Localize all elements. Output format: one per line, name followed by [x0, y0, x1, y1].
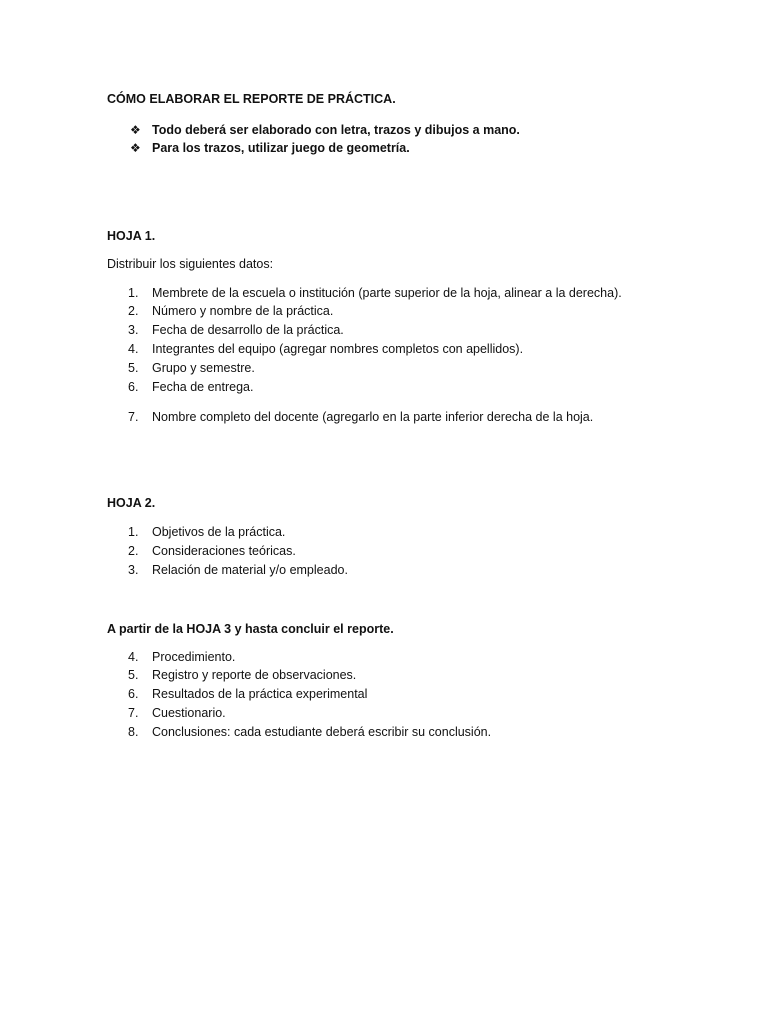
hoja2-heading: HOJA 2.: [107, 496, 156, 510]
list-item-text: Conclusiones: cada estudiante deberá escribir su conclusión.: [152, 725, 492, 739]
list-item-number: 2.: [128, 304, 139, 318]
list-item-number: 8.: [128, 725, 139, 739]
list-item-number: 1.: [128, 525, 139, 539]
intro-bullet: [130, 123, 520, 137]
list-item: [128, 410, 593, 424]
list-item-text: Cuestionario.: [152, 706, 226, 720]
list-item: [128, 706, 226, 720]
list-item-text: Fecha de desarrollo de la práctica.: [152, 323, 344, 337]
list-item: [128, 323, 344, 337]
list-item-text: Resultados de la práctica experimental: [152, 687, 368, 701]
list-item-text: Relación de material y/o empleado.: [152, 563, 348, 577]
list-item-text: Fecha de entrega.: [152, 380, 254, 394]
list-item-text: Número y nombre de la práctica.: [152, 304, 334, 318]
list-item: [128, 304, 333, 318]
list-item: [128, 544, 296, 558]
list-item: [128, 342, 523, 356]
list-item-number: 3.: [128, 563, 139, 577]
hoja1-intro: Distribuir los siguientes datos:: [107, 257, 274, 271]
list-item-text: Procedimiento.: [152, 650, 236, 664]
list-item-number: 5.: [128, 668, 139, 682]
diamond-bullet-icon: ❖: [130, 141, 141, 155]
document-title: CÓMO ELABORAR EL REPORTE DE PRÁCTICA.: [107, 92, 396, 106]
list-item-number: 4.: [128, 650, 139, 664]
hoja1-heading: HOJA 1.: [107, 229, 156, 243]
list-item-text: Grupo y semestre.: [152, 361, 255, 375]
list-item-text: Integrantes del equipo (agregar nombres completos con apellidos).: [152, 342, 524, 356]
list-item-number: 7.: [128, 410, 139, 424]
list-item-text: Objetivos de la práctica.: [152, 525, 286, 539]
list-item-number: 6.: [128, 687, 139, 701]
list-item: [128, 725, 491, 739]
list-item-number: 1.: [128, 286, 139, 300]
list-item: [128, 563, 348, 577]
list-item-number: 7.: [128, 706, 139, 720]
list-item-text: Registro y reporte de observaciones.: [152, 668, 357, 682]
list-item-number: 6.: [128, 380, 139, 394]
hoja3-heading: A partir de la HOJA 3 y hasta concluir el reporte.: [107, 622, 394, 636]
list-item-number: 4.: [128, 342, 139, 356]
list-item-text: Nombre completo del docente (agregarlo en la parte inferior derecha de la hoja.: [152, 410, 594, 424]
intro-bullet-text: Todo deberá ser elaborado con letra, trazos y dibujos a mano.: [152, 123, 520, 137]
list-item-number: 3.: [128, 323, 139, 337]
intro-bullet: [130, 141, 410, 155]
list-item: [128, 687, 367, 701]
list-item-number: 5.: [128, 361, 139, 375]
intro-bullet-text: Para los trazos, utilizar juego de geometría.: [152, 141, 410, 155]
diamond-bullet-icon: ❖: [130, 123, 141, 137]
list-item-text: Membrete de la escuela o institución (parte superior de la hoja, alinear a la derecha).: [152, 286, 622, 300]
list-item: [128, 525, 285, 539]
list-item-number: 2.: [128, 544, 139, 558]
list-item: [128, 286, 622, 300]
list-item: [128, 668, 356, 682]
list-item: [128, 380, 253, 394]
list-item: [128, 650, 235, 664]
list-item-text: Consideraciones teóricas.: [152, 544, 296, 558]
list-item: [128, 361, 255, 375]
